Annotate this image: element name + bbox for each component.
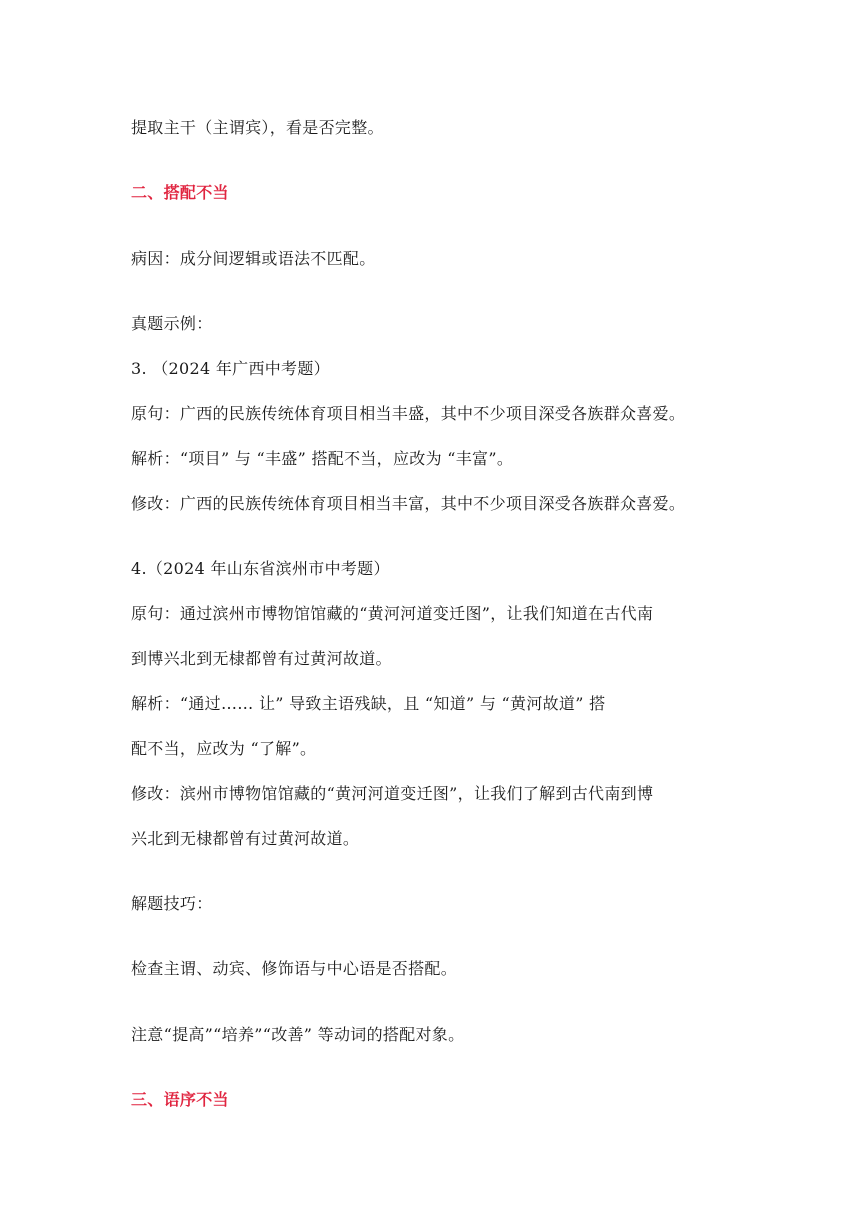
example-4-revision-line2: 兴北到无棣都曾有过黄河故道。 <box>131 829 360 848</box>
example-4-original-line1: 原句：通过滨州市博物馆馆藏的“黄河河道变迁图”，让我们知道在古代南 <box>131 604 654 623</box>
example-3-analysis: 解析：“项目” 与 “丰盛” 搭配不当，应改为 “丰富”。 <box>131 449 514 468</box>
example-3-revision: 修改：广西的民族传统体育项目相当丰富，其中不少项目深受各族群众喜爱。 <box>131 494 686 513</box>
example-4-analysis-line1: 解析：“通过…… 让” 导致主语残缺，且 “知道” 与 “黄河故道” 搭 <box>131 694 606 713</box>
intro-line: 提取主干（主谓宾），看是否完整。 <box>131 118 384 137</box>
example-3-original: 原句：广西的民族传统体育项目相当丰盛，其中不少项目深受各族群众喜爱。 <box>131 404 686 423</box>
section-heading-collocation: 二、搭配不当 <box>131 183 229 202</box>
example-4-revision-line1: 修改：滨州市博物馆馆藏的“黄河河道变迁图”，让我们了解到古代南到博 <box>131 784 654 803</box>
tip-1: 检查主谓、动宾、修饰语与中心语是否搭配。 <box>131 959 458 978</box>
examples-label: 真题示例： <box>131 314 213 333</box>
example-4-original-line2: 到博兴北到无棣都曾有过黄河故道。 <box>131 649 392 668</box>
tip-2: 注意“提高”“培养”“改善” 等动词的搭配对象。 <box>131 1025 465 1044</box>
cause-line: 病因：成分间逻辑或语法不匹配。 <box>131 249 376 268</box>
section-heading-word-order: 三、语序不当 <box>131 1090 229 1109</box>
tips-label: 解题技巧： <box>131 894 213 913</box>
example-3-title: 3. （2024 年广西中考题） <box>131 359 330 378</box>
example-4-analysis-line2: 配不当，应改为 “了解”。 <box>131 739 317 758</box>
example-4-title: 4.（2024 年山东省滨州市中考题） <box>131 559 390 578</box>
